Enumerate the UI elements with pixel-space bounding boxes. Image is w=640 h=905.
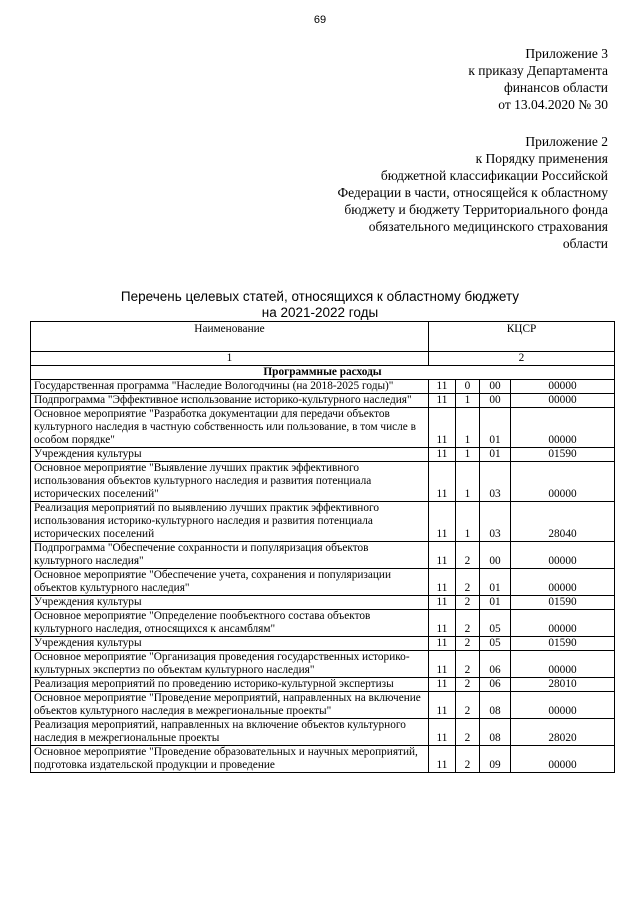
appendix-2-line: Приложение 2 bbox=[525, 134, 608, 149]
code-program-cell: 11 bbox=[429, 542, 456, 569]
document-title bbox=[0, 289, 640, 321]
code-direction-cell: 00000 bbox=[511, 394, 615, 408]
code-event-cell: 00 bbox=[480, 394, 511, 408]
appendix-2-line: обязательного медицинского страхования bbox=[368, 219, 608, 234]
code-program-cell: 11 bbox=[429, 651, 456, 678]
code-program-cell: 11 bbox=[429, 380, 456, 394]
item-name-cell: Основное мероприятие "Организация проведения государственных историко-культурных экспертиз по объектам культурного наследия" bbox=[31, 651, 429, 678]
document-title-line: Перечень целевых статей, относящихся к областному бюджету bbox=[120, 289, 520, 304]
code-event-cell: 05 bbox=[480, 637, 511, 651]
column-number-cell: 2 bbox=[429, 352, 615, 366]
code-direction-cell: 00000 bbox=[511, 569, 615, 596]
code-direction-cell: 01590 bbox=[511, 596, 615, 610]
document-title-line: на 2021-2022 годы bbox=[261, 305, 379, 320]
table-row bbox=[31, 637, 615, 651]
code-direction-cell: 00000 bbox=[511, 408, 615, 448]
appendix-2-heading bbox=[337, 133, 608, 252]
code-subprogram-cell: 2 bbox=[456, 692, 480, 719]
item-name-cell: Основное мероприятие "Проведение образовательных и научных мероприятий, подготовка издательской продукции и проведение bbox=[31, 746, 429, 773]
item-name-cell: Основное мероприятие "Разработка документации для передачи объектов культурного наследия в частную собственность или пользование, в том числе в особом порядке" bbox=[31, 408, 429, 448]
code-subprogram-cell: 2 bbox=[456, 569, 480, 596]
code-program-cell: 11 bbox=[429, 610, 456, 637]
section-row bbox=[31, 366, 615, 380]
code-subprogram-cell: 2 bbox=[456, 651, 480, 678]
table-row bbox=[31, 502, 615, 542]
code-subprogram-cell: 2 bbox=[456, 746, 480, 773]
item-name-cell: Основное мероприятие "Определение пообъектного состава объектов культурного наследия, относящихся к ансамблям" bbox=[31, 610, 429, 637]
item-name-cell: Реализация мероприятий по проведению историко-культурной экспертизы bbox=[31, 678, 429, 692]
appendix-2-line: бюджету и бюджету Территориального фонда bbox=[344, 202, 608, 217]
appendix-3-line: Приложение 3 bbox=[525, 46, 608, 61]
header-name-cell: Наименование bbox=[31, 322, 429, 352]
item-name-cell: Основное мероприятие "Обеспечение учета, сохранения и популяризации объектов культурного наследия" bbox=[31, 569, 429, 596]
table-row bbox=[31, 596, 615, 610]
item-name-cell: Государственная программа "Наследие Вологодчины (на 2018-2025 годы)" bbox=[31, 380, 429, 394]
table-row bbox=[31, 678, 615, 692]
table-row bbox=[31, 719, 615, 746]
code-event-cell: 06 bbox=[480, 678, 511, 692]
table-row bbox=[31, 448, 615, 462]
code-direction-cell: 00000 bbox=[511, 746, 615, 773]
code-subprogram-cell: 2 bbox=[456, 637, 480, 651]
code-direction-cell: 01590 bbox=[511, 448, 615, 462]
code-direction-cell: 00000 bbox=[511, 542, 615, 569]
code-program-cell: 11 bbox=[429, 462, 456, 502]
page-number: 69 bbox=[313, 14, 327, 26]
code-program-cell: 11 bbox=[429, 502, 456, 542]
code-subprogram-cell: 1 bbox=[456, 448, 480, 462]
code-program-cell: 11 bbox=[429, 394, 456, 408]
code-event-cell: 03 bbox=[480, 502, 511, 542]
code-event-cell: 01 bbox=[480, 408, 511, 448]
code-subprogram-cell: 1 bbox=[456, 502, 480, 542]
item-name-cell: Подпрограмма "Эффективное использование историко-культурного наследия" bbox=[31, 394, 429, 408]
table-row bbox=[31, 380, 615, 394]
item-name-cell: Основное мероприятие "Выявление лучших практик эффективного использования объектов культурного наследия и развития потенциала исторических поселений" bbox=[31, 462, 429, 502]
appendix-2-line: Федерации в части, относящейся к областному bbox=[337, 185, 608, 200]
item-name-cell: Учреждения культуры bbox=[31, 448, 429, 462]
code-program-cell: 11 bbox=[429, 637, 456, 651]
item-name-cell: Реализация мероприятий по выявлению лучших практик эффективного использования историко-культурного наследия и развития потенциала исторических поселений bbox=[31, 502, 429, 542]
code-direction-cell: 01590 bbox=[511, 637, 615, 651]
code-event-cell: 00 bbox=[480, 380, 511, 394]
table-row bbox=[31, 569, 615, 596]
appendix-3-line: к приказу Департамента bbox=[468, 63, 608, 78]
item-name-cell: Подпрограмма "Обеспечение сохранности и популяризация объектов культурного наследия" bbox=[31, 542, 429, 569]
table-row bbox=[31, 542, 615, 569]
code-event-cell: 08 bbox=[480, 692, 511, 719]
column-number-row bbox=[31, 352, 615, 366]
code-event-cell: 01 bbox=[480, 448, 511, 462]
table-row bbox=[31, 394, 615, 408]
code-subprogram-cell: 2 bbox=[456, 610, 480, 637]
code-direction-cell: 28020 bbox=[511, 719, 615, 746]
table-row bbox=[31, 746, 615, 773]
code-subprogram-cell: 1 bbox=[456, 394, 480, 408]
appendix-3-line: финансов области bbox=[503, 80, 608, 95]
code-event-cell: 01 bbox=[480, 569, 511, 596]
code-direction-cell: 00000 bbox=[511, 651, 615, 678]
appendix-2-line: бюджетной классификации Российской bbox=[380, 168, 608, 183]
code-program-cell: 11 bbox=[429, 746, 456, 773]
code-event-cell: 00 bbox=[480, 542, 511, 569]
appendix-3-heading bbox=[468, 45, 608, 113]
code-subprogram-cell: 2 bbox=[456, 542, 480, 569]
appendix-3-line: от 13.04.2020 № 30 bbox=[498, 97, 608, 112]
item-name-cell: Учреждения культуры bbox=[31, 596, 429, 610]
code-event-cell: 05 bbox=[480, 610, 511, 637]
code-program-cell: 11 bbox=[429, 596, 456, 610]
table-row bbox=[31, 408, 615, 448]
code-subprogram-cell: 1 bbox=[456, 462, 480, 502]
table-row bbox=[31, 610, 615, 637]
code-event-cell: 01 bbox=[480, 596, 511, 610]
code-subprogram-cell: 2 bbox=[456, 678, 480, 692]
item-name-cell: Основное мероприятие "Проведение мероприятий, направленных на включение объектов культурного наследия в межрегиональные проекты" bbox=[31, 692, 429, 719]
code-program-cell: 11 bbox=[429, 692, 456, 719]
code-direction-cell: 28010 bbox=[511, 678, 615, 692]
code-program-cell: 11 bbox=[429, 569, 456, 596]
code-subprogram-cell: 2 bbox=[456, 719, 480, 746]
item-name-cell: Реализация мероприятий, направленных на включение объектов культурного наследия в межрегиональные проекты bbox=[31, 719, 429, 746]
target-articles-table bbox=[30, 321, 615, 773]
code-program-cell: 11 bbox=[429, 719, 456, 746]
code-direction-cell: 00000 bbox=[511, 380, 615, 394]
code-subprogram-cell: 2 bbox=[456, 596, 480, 610]
table-row bbox=[31, 692, 615, 719]
code-program-cell: 11 bbox=[429, 678, 456, 692]
code-subprogram-cell: 1 bbox=[456, 408, 480, 448]
table-row bbox=[31, 651, 615, 678]
code-event-cell: 09 bbox=[480, 746, 511, 773]
code-direction-cell: 00000 bbox=[511, 462, 615, 502]
code-subprogram-cell: 0 bbox=[456, 380, 480, 394]
table-row bbox=[31, 462, 615, 502]
header-code-cell: КЦСР bbox=[429, 322, 615, 352]
code-program-cell: 11 bbox=[429, 408, 456, 448]
item-name-cell: Учреждения культуры bbox=[31, 637, 429, 651]
code-program-cell: 11 bbox=[429, 448, 456, 462]
code-direction-cell: 00000 bbox=[511, 692, 615, 719]
appendix-2-line: к Порядку применения bbox=[475, 151, 608, 166]
code-event-cell: 08 bbox=[480, 719, 511, 746]
appendix-2-line: области bbox=[562, 236, 608, 251]
column-number-cell: 1 bbox=[31, 352, 429, 366]
code-direction-cell: 28040 bbox=[511, 502, 615, 542]
code-event-cell: 03 bbox=[480, 462, 511, 502]
table-header-row bbox=[31, 322, 615, 352]
code-direction-cell: 00000 bbox=[511, 610, 615, 637]
section-title-cell: Программные расходы bbox=[31, 366, 615, 380]
code-event-cell: 06 bbox=[480, 651, 511, 678]
